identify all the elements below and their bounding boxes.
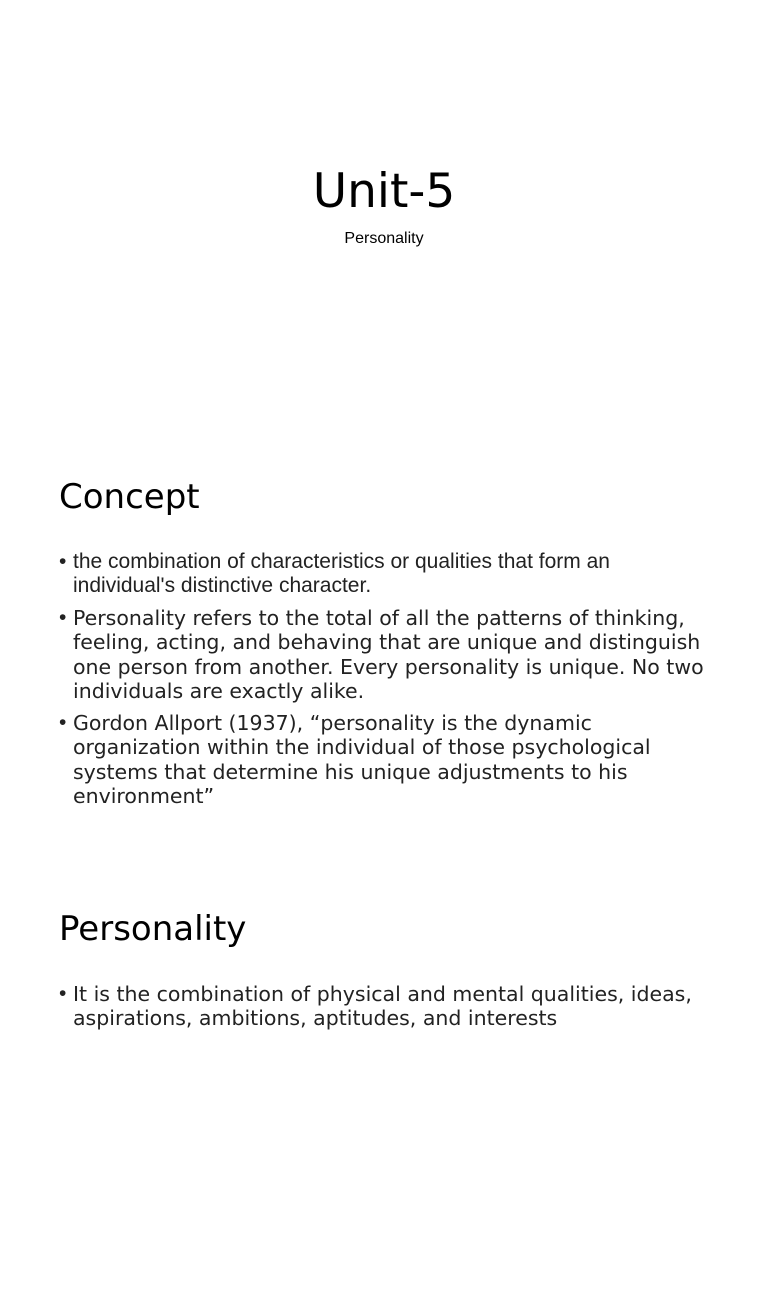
concept-slide [0,432,768,864]
bullet-item [59,982,709,1031]
personality-slide [0,864,768,1296]
bullet-item [59,606,709,703]
bullet-item [59,711,709,808]
bullet-list [59,550,709,816]
title-slide [0,0,768,432]
bullet-icon: • [59,606,67,629]
bullet-text: Personality refers to the total of all the patterns of thinking, feeling, acting, and behaving that are unique and distinguish one person from another. Every personality is unique. No two individuals are exactly alike. [73,606,704,703]
bullet-icon: • [59,550,67,573]
slide-title: Unit-5 [312,164,456,219]
bullet-icon: • [59,711,67,735]
bullet-text: the combination of characteristics or qualities that form an individual's distinctive character. [73,550,610,597]
bullet-item [59,550,709,598]
slide-heading: Personality [59,909,247,949]
bullet-list [59,982,709,1039]
bullet-icon: • [59,982,67,1005]
bullet-text: Gordon Allport (1937), “personality is the dynamic organization within the individual of those psychological systems that determine his unique adjustments to his environment” [73,711,651,809]
bullet-text: It is the combination of physical and mental qualities, ideas, aspirations, ambitions, aptitudes, and interests [73,982,692,1031]
slide-subtitle: Personality [344,230,424,247]
slide-heading: Concept [59,477,200,517]
